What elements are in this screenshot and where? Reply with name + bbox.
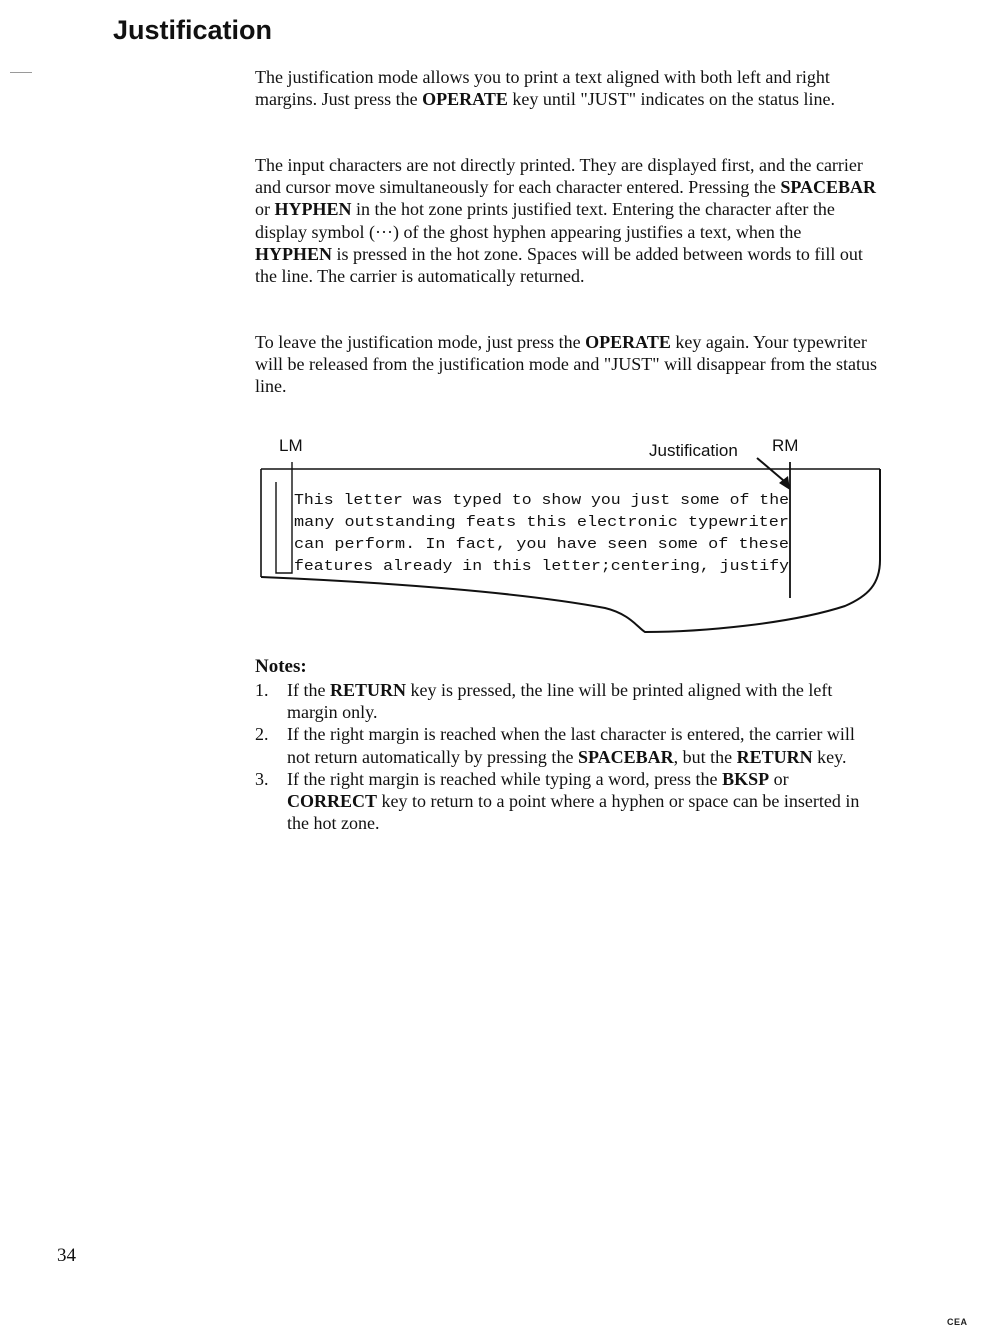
para2-text-1: The input characters are not directly printed. They are displayed first, and the carrier and cursor move simultaneously for each character entered. Pressing the [255, 155, 863, 198]
para2-text-3: in the hot zone prints justified text. Entering the character after the display symbol (···) of the ghost hyphen appearing justifies a text, when the [255, 199, 835, 242]
note2-text-2: , but the [673, 746, 737, 767]
correct-key-label: CORRECT [287, 791, 378, 812]
note-item-1 [255, 679, 880, 723]
notes-heading: Notes: [255, 656, 307, 677]
spacebar-key-label: SPACEBAR [780, 177, 876, 198]
para3-text-1: To leave the justification mode, just press the [255, 332, 586, 352]
paper-bottom-curl [261, 469, 880, 632]
para1-text-2: key until "JUST" indicates on the status line. [507, 89, 836, 110]
note1-text-1: If the [287, 680, 330, 700]
return-key-label: RETURN [329, 680, 406, 700]
spacebar-key-label-2: SPACEBAR [577, 746, 674, 767]
right-margin-label: RM [772, 436, 799, 455]
para1-text-1: The justification mode allows you to print a text aligned with both left and right margins. Just press the [255, 67, 830, 110]
para2-text-2: or [255, 199, 275, 220]
notes-list [255, 679, 880, 834]
operate-key-label-2: OPERATE [585, 332, 671, 352]
note-number-1: 1. [255, 680, 269, 700]
note3-text-2: or [769, 768, 789, 789]
note3-text-3: key to return to a point where a hyphen or space can be inserted in the hot zone. [287, 791, 860, 834]
note3-text-1: If the right margin is reached while typing a word, press the [287, 768, 723, 789]
left-margin-label: LM [279, 436, 303, 455]
note2-text-3: key. [812, 746, 847, 767]
leave-mode-paragraph [255, 331, 880, 398]
typed-line-4: features already in this letter;centering, justify [294, 559, 790, 575]
para2-text-4: is pressed in the hot zone. Spaces will be added between words to fill out the line. The carrier is automatically returned. [255, 243, 863, 287]
note-number-2: 2. [255, 724, 269, 745]
hyphen-key-label-2: HYPHEN [255, 243, 333, 264]
page-number: 34 [57, 1245, 76, 1266]
typed-line-1: This letter was typed to show you just some of the [294, 493, 789, 509]
page-heading: Justification [113, 15, 273, 45]
note-item-2 [255, 723, 880, 767]
note-number-3: 3. [255, 768, 269, 789]
margin-tick-mark [10, 72, 32, 73]
footer-code: CEA [947, 1317, 968, 1327]
operate-key-label: OPERATE [422, 89, 508, 110]
input-paragraph [255, 154, 880, 287]
justification-label: Justification [649, 441, 738, 460]
note2-text-1: If the right margin is reached when the last character is entered, the carrier will not return automatically by pressing the [287, 724, 855, 767]
typed-line-2: many outstanding feats this electronic typewriter [294, 515, 789, 531]
intro-paragraph [255, 66, 880, 110]
para3-text-2: key again. Your typewriter will be released from the justification mode and "JUST" will disappear from the status line. [255, 332, 878, 397]
note-item-3 [255, 768, 880, 835]
hyphen-key-label: HYPHEN [274, 199, 352, 220]
typed-line-3: can perform. In fact, you have seen some of these [294, 537, 789, 553]
justification-arrow [757, 458, 790, 486]
bksp-key-label: BKSP [722, 768, 770, 789]
justification-arrow-head [779, 476, 790, 490]
return-key-label-2: RETURN [736, 746, 813, 767]
left-margin-bracket [276, 462, 292, 573]
note1-text-2: key is pressed, the line will be printed aligned with the left margin only. [287, 680, 833, 723]
